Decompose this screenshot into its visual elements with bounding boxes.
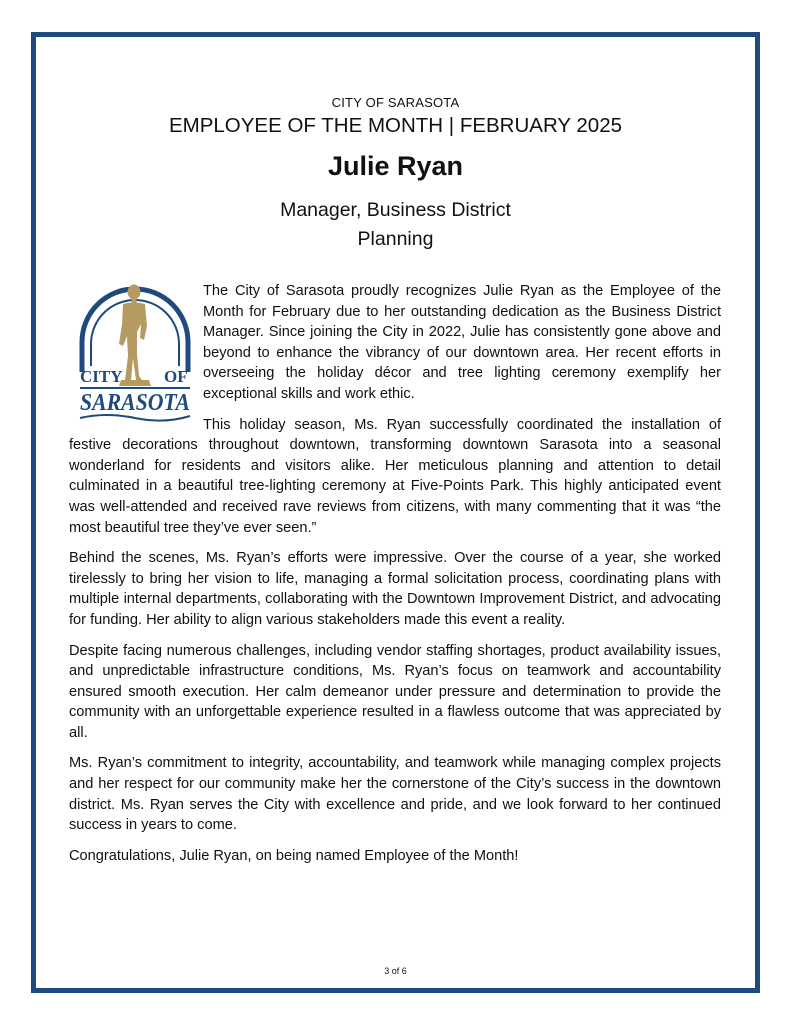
paragraph-holiday-season: This holiday season, Ms. Ryan successfully coordinated the installation of festive decorations throughout downtown, transforming downtown Sarasota into a seasonal wonderland for residents and visitors alike. Her meticulous planning and attention to detail culminated in a beautiful tree-lighting ceremony at Five-Points Park. This highly anticipated event was well-attended and received rave reviews from citizens, with many commenting that it was “the most beautiful tree they’ve ever seen.” — [69, 416, 721, 536]
role-line-1: Manager, Business District — [280, 199, 511, 221]
paragraph-challenges: Despite facing numerous challenges, including vendor staffing shortages, product availability issues, and unpredictable infrastructure conditions, Ms. Ryan’s focus on teamwork and accountability ensured smooth execution. Her calm demeanor under pressure and determination to provide the community with an unforgettable experience resulted in a flawless outcome that was appreciated by all. — [69, 642, 721, 741]
employee-name: Julie Ryan — [327, 151, 464, 181]
page-number: 3 of 6 — [384, 966, 407, 976]
organization-label: CITY OF SARASOTA — [331, 95, 460, 110]
paragraph-commitment: Ms. Ryan’s commitment to integrity, accountability, and teamwork while managing complex projects and her respect for our community make her the cornerstone of the City’s success in the downtown district. Ms. Ryan serves the City with excellence and pride, and we look forward to her continued success in years to come. — [69, 755, 721, 834]
logo-text-of: OF — [164, 367, 188, 386]
logo-text-sarasota: SARASOTA — [80, 390, 190, 416]
page-title: EMPLOYEE OF THE MONTH | FEBRUARY 2025 — [168, 114, 623, 137]
employee-role — [0, 196, 791, 254]
paragraph-behind-scenes: Behind the scenes, Ms. Ryan’s efforts were impressive. Over the course of a year, she worked tirelessly to bring her vision to life, managing a formal solicitation process, coordinating plans with multiple internal departments, collaborating with the Downtown Improvement District, and advocating for funding. Her ability to align various stakeholders made this event a reality. — [69, 550, 721, 628]
role-line-2: Planning — [357, 228, 434, 250]
article-body — [69, 281, 721, 876]
paragraph-intro: The City of Sarasota proudly recognizes Julie Ryan as the Employee of the Month for February due to her outstanding dedication as the Business District Manager. Since joining the City in 2022, Julie has consistently gone above and beyond to enhance the vibrancy of our downtown area. Her recent efforts in overseeing the holiday décor and tree lighting ceremony exemplify her exceptional skills and work ethic. — [203, 283, 721, 402]
logo-text-city: CITY — [80, 367, 123, 386]
paragraph-congratulations: Congratulations, Julie Ryan, on being named Employee of the Month! — [69, 847, 519, 864]
